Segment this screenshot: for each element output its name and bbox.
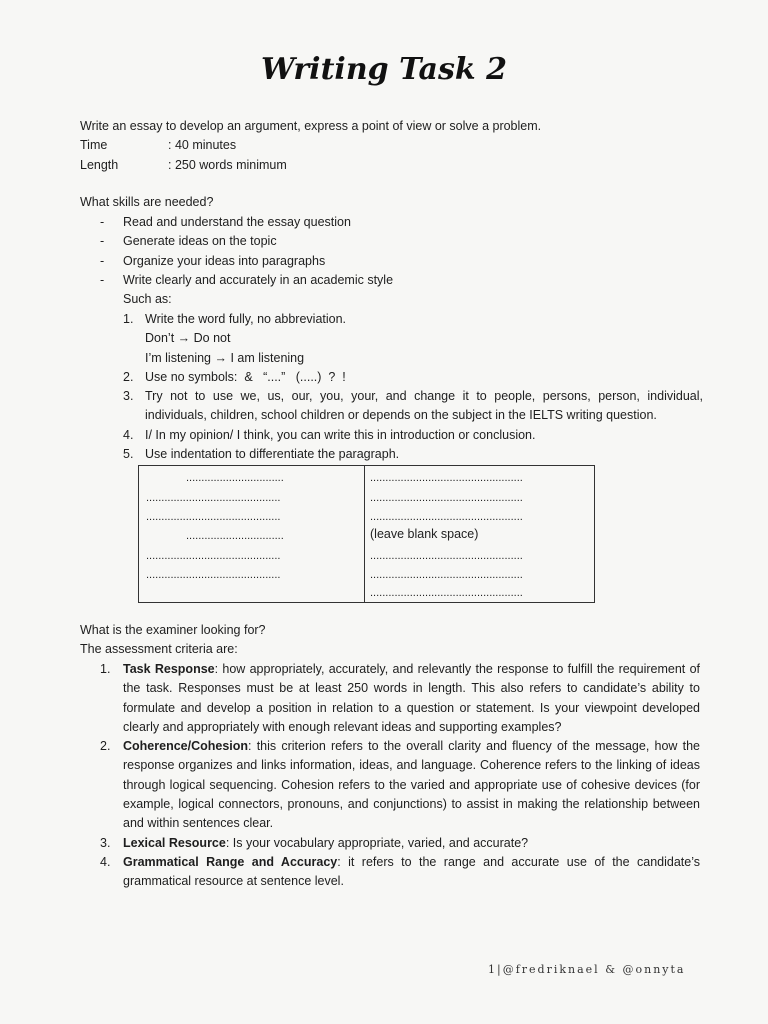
- item-number: 3.: [123, 389, 134, 404]
- dotted-line: ................................: [186, 530, 284, 542]
- list-item: [100, 737, 700, 833]
- time-label: Time: [80, 138, 108, 153]
- examiner-section-intro: [80, 621, 266, 660]
- item-number: 1.: [123, 312, 134, 326]
- skills-question: What skills are needed?: [80, 195, 214, 209]
- dotted-line: ..................................................: [370, 550, 523, 562]
- item-number: 1.: [100, 662, 111, 676]
- dotted-line: ..................................................: [370, 511, 523, 523]
- indentation-example-table: [138, 465, 595, 603]
- list-item: - Write clearly and accurately in an academic style: [100, 271, 393, 290]
- list-item: - Organize your ideas into paragraphs: [100, 252, 393, 271]
- dotted-line: ............................................: [146, 550, 281, 562]
- dotted-line: ..................................................: [370, 472, 523, 484]
- item-number: 5.: [123, 447, 134, 462]
- dotted-line: ............................................: [146, 511, 281, 523]
- dotted-line: ............................................: [146, 569, 281, 581]
- example-line: Don’t → Do not: [145, 331, 231, 346]
- rule-text: Use indentation to differentiate the paragraph.: [145, 447, 400, 462]
- list-item: [100, 853, 700, 892]
- list-item: - Generate ideas on the topic: [100, 232, 393, 251]
- time-row: [80, 136, 541, 155]
- criterion-text: : this criterion refers to the overall clarity and fluency of the message, how the response organizes and links information, ideas, and language. Coherence refers to the linking of ideas through logical sequencing. Cohesion refers to the varied and appropriate use of cohesive devices (for example, logical connectors, pronouns, and conjunctions) to assist in making the relationship between and within sentences clear.: [123, 739, 700, 831]
- criterion-text: : Is your vocabulary appropriate, varied, and accurate?: [225, 835, 529, 850]
- criterion-text: : it refers to the range and accurate use of the candidate’s grammatical resource at sentence level.: [123, 854, 700, 889]
- list-item: [100, 660, 700, 737]
- list-item: [100, 834, 700, 853]
- list-item: - Read and understand the essay question: [100, 213, 393, 232]
- length-row: [80, 156, 541, 175]
- dotted-line: ..................................................: [370, 492, 523, 504]
- length-label: Length: [80, 157, 119, 172]
- list-item: [123, 387, 703, 426]
- criterion-term: Grammatical Range and Accuracy: [123, 854, 338, 869]
- writing-rules-list: [123, 310, 703, 464]
- length-value: : 250 words minimum: [168, 157, 287, 172]
- dotted-line: ..................................................: [370, 587, 523, 599]
- table-divider: [364, 466, 365, 602]
- criterion-term: Task Response: [123, 662, 215, 676]
- item-number: 3.: [100, 835, 111, 850]
- examiner-question: What is the examiner looking for?: [80, 623, 266, 637]
- page-footer: 1|@fredriknael & @onnyta: [488, 963, 686, 976]
- time-value: : 40 minutes: [168, 138, 237, 153]
- blank-space-note: (leave blank space): [370, 527, 479, 541]
- item-number: 2.: [123, 369, 134, 384]
- rule-text: Try not to use we, us, our, you, your, and change it to people, persons, person, individual, individuals, children, school children or depends on the subject in the IELTS writing question.: [145, 389, 703, 423]
- dotted-line: ..................................................: [370, 569, 523, 581]
- item-number: 4.: [123, 427, 134, 442]
- skills-list: [100, 213, 393, 290]
- item-number: 2.: [100, 739, 111, 754]
- item-number: 4.: [100, 854, 111, 869]
- task-description: Write an essay to develop an argument, express a point of view or solve a problem.: [80, 119, 542, 133]
- rule-text: Use no symbols: & “....” (.....) ? !: [145, 369, 346, 384]
- dotted-line: ................................: [186, 472, 284, 484]
- criterion-term: Coherence/Cohesion: [123, 739, 249, 754]
- criterion-term: Lexical Resource: [123, 835, 226, 850]
- example-line: I’m listening → I am listening: [145, 350, 305, 365]
- task-intro: [80, 117, 541, 175]
- criterion-text: : how appropriately, accurately, and relevantly the response to fulfill the requirement of the task. Responses must be at least 250 words in length. This also refers to candidate’s ability to formulate and develop a position in relation to a question or statement. Is your viewpoint developed clearly and appropriately with enough relevant ideas and supporting examples?: [123, 662, 700, 734]
- list-item: [123, 310, 703, 368]
- rule-text: Write the word fully, no abbreviation.: [145, 312, 347, 326]
- dotted-line: ............................................: [146, 492, 281, 504]
- page-title: Writing Task 2: [261, 52, 507, 87]
- list-item: [123, 445, 703, 464]
- rule-text: I/ In my opinion/ I think, you can write this in introduction or conclusion.: [145, 427, 536, 442]
- list-item: [123, 426, 703, 445]
- list-item: [123, 368, 703, 387]
- criteria-intro: The assessment criteria are:: [80, 642, 238, 657]
- assessment-criteria-list: [100, 660, 700, 892]
- such-as-label: Such as:: [123, 292, 172, 306]
